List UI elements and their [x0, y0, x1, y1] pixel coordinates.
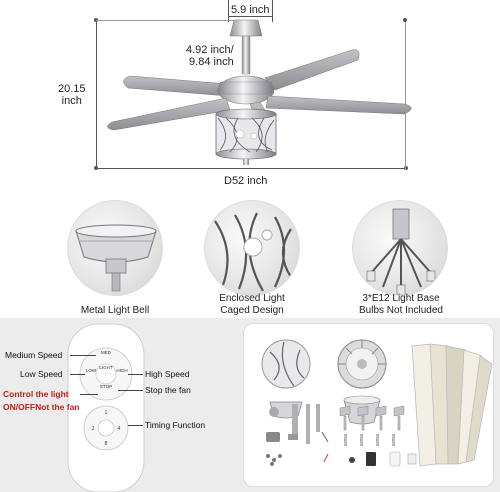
- remote-button-high: HIGH: [116, 368, 128, 373]
- remote-button-med: MED: [101, 350, 111, 355]
- blade-span-label: D52 inch: [224, 175, 268, 187]
- blade-span-line: [96, 168, 406, 169]
- label-medium-speed: Medium Speed: [5, 350, 63, 360]
- height-line: [96, 20, 97, 168]
- included-parts-panel: [243, 323, 494, 487]
- metal-light-bell-image: [67, 200, 163, 296]
- remote-button-stop: STOP: [99, 384, 113, 389]
- pointer-stop-fan: [118, 390, 143, 391]
- downrod-label: 4.92 inch/ 9.84 inch: [186, 44, 234, 68]
- pointer-low-speed: [70, 374, 85, 375]
- svg-text:4: 4: [117, 426, 121, 432]
- feature-label-metal-bell: Metal Light Bell: [80, 305, 150, 316]
- label-low-speed: Low Speed: [20, 369, 63, 379]
- label-control-light: Control the light: [3, 389, 69, 399]
- label-timing-function: Timing Function: [145, 420, 206, 430]
- ceiling-fan-illustration: [100, 18, 420, 168]
- label-stop-fan: Stop the fan: [145, 385, 191, 395]
- included-parts-illustration: [244, 324, 495, 488]
- label-high-speed: High Speed: [145, 369, 190, 379]
- height-label: 20.15 inch: [58, 83, 86, 107]
- remote-button-low: LOW: [85, 368, 97, 373]
- svg-text:8: 8: [104, 441, 108, 447]
- pointer-medium-speed: [70, 355, 96, 356]
- pointer-high-speed: [128, 374, 143, 375]
- pointer-timing-function: [128, 425, 143, 426]
- pointer-control-light: [80, 394, 98, 395]
- feature-label-caged-design: Enclosed Light Caged Design: [219, 293, 285, 316]
- feature-label-light-base: 3*E12 Light Base Bulbs Not Included: [359, 293, 443, 316]
- remote-button-light: LIGHT: [99, 365, 113, 370]
- label-on-off-not-fan: ON/OFFNot the fan: [3, 402, 80, 412]
- svg-text:2: 2: [91, 426, 95, 432]
- caged-design-image: [204, 200, 300, 296]
- light-base-image: [352, 200, 448, 296]
- canopy-width-label: 5.9 inch: [231, 4, 270, 16]
- svg-text:1: 1: [104, 410, 108, 416]
